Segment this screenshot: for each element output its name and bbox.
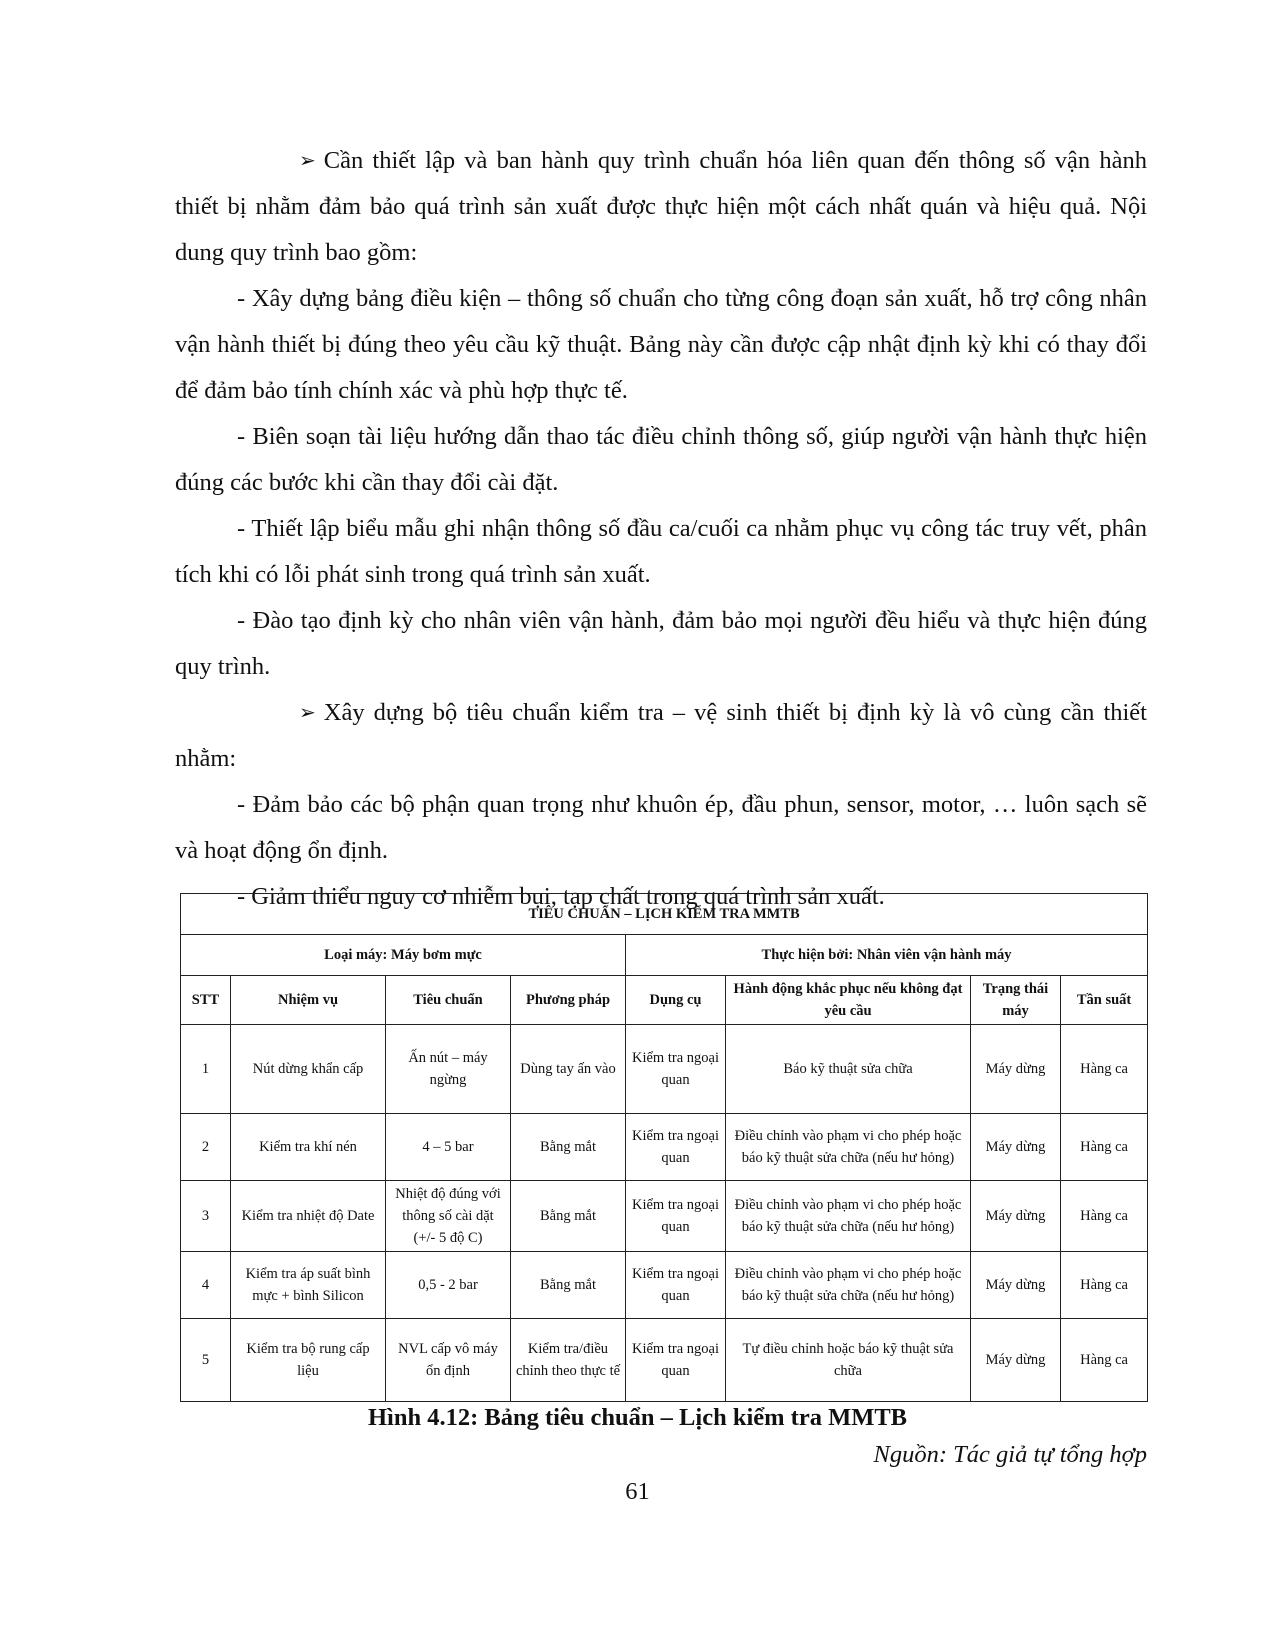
table-cell: Ấn nút – máy ngừng bbox=[386, 1025, 511, 1114]
inspection-table-wrapper bbox=[180, 893, 1147, 1402]
table-cell: 5 bbox=[181, 1319, 231, 1402]
paragraph: ➢ Xây dựng bộ tiêu chuẩn kiểm tra – vệ sinh thiết bị định kỳ là vô cùng cần thiết nhằm: bbox=[175, 690, 1147, 782]
table-cell: Máy dừng bbox=[971, 1181, 1061, 1252]
table-cell: Điều chỉnh vào phạm vi cho phép hoặc báo kỹ thuật sửa chữa (nếu hư hỏng) bbox=[726, 1252, 971, 1319]
figure-source: Nguồn: Tác giả tự tổng hợp bbox=[873, 1441, 1147, 1468]
table-cell: Dùng tay ấn vào bbox=[511, 1025, 626, 1114]
table-row bbox=[181, 1319, 1148, 1402]
table-cell: Máy dừng bbox=[971, 1025, 1061, 1114]
column-header: Nhiệm vụ bbox=[231, 976, 386, 1025]
page-number: 61 bbox=[625, 1478, 650, 1505]
table-cell: Điều chỉnh vào phạm vi cho phép hoặc báo kỹ thuật sửa chữa (nếu hư hỏng) bbox=[726, 1114, 971, 1181]
column-header: Hành động khắc phục nếu không đạt yêu cầu bbox=[726, 976, 971, 1025]
figure-caption: Hình 4.12: Bảng tiêu chuẩn – Lịch kiểm tra MMTB bbox=[367, 1404, 908, 1431]
table-row bbox=[181, 1025, 1148, 1114]
table-cell: Hàng ca bbox=[1061, 1252, 1148, 1319]
paragraph: - Biên soạn tài liệu hướng dẫn thao tác điều chỉnh thông số, giúp người vận hành thực hiện đúng các bước khi cần thay đổi cài đặt. bbox=[175, 423, 1147, 496]
table-group-row bbox=[181, 935, 1148, 976]
table-cell: Nhiệt độ đúng với thông số cài dặt (+/- 5 độ C) bbox=[386, 1181, 511, 1252]
arrow-bullet-icon: ➢ bbox=[299, 148, 316, 172]
paragraph: - Giảm thiểu nguy cơ nhiễm bụi, tạp chất trong quá trình sản xuất. bbox=[237, 883, 885, 910]
table-cell: Kiểm tra áp suất bình mực + bình Silicon bbox=[231, 1252, 386, 1319]
table-cell: Kiểm tra ngoại quan bbox=[626, 1114, 726, 1181]
inspection-table bbox=[180, 893, 1148, 1402]
table-cell: Báo kỹ thuật sửa chữa bbox=[726, 1025, 971, 1114]
table-row bbox=[181, 1252, 1148, 1319]
paragraph: ➢ Cần thiết lập và ban hành quy trình chuẩn hóa liên quan đến thông số vận hành thiết bị nhằm đảm bảo quá trình sản xuất được thực hiện một cách nhất quán và hiệu quả. Nội dung quy trình bao gồm: bbox=[175, 138, 1147, 276]
table-cell: Kiểm tra bộ rung cấp liệu bbox=[231, 1319, 386, 1402]
table-cell: Máy dừng bbox=[971, 1319, 1061, 1402]
paragraph: - Xây dựng bảng điều kiện – thông số chuẩn cho từng công đoạn sản xuất, hỗ trợ công nhân vận hành thiết bị đúng theo yêu cầu kỹ thuật. Bảng này cần được cập nhật định kỳ khi có thay đổi để đảm bảo tính chính xác và phù hợp thực tế. bbox=[175, 285, 1147, 404]
machine-type-label: Loại máy: Máy bơm mực bbox=[181, 935, 626, 976]
table-cell: Kiểm tra ngoại quan bbox=[626, 1181, 726, 1252]
column-header: Trạng thái máy bbox=[971, 976, 1061, 1025]
column-header: Dụng cụ bbox=[626, 976, 726, 1025]
table-row bbox=[181, 1181, 1148, 1252]
table-cell: Kiểm tra ngoại quan bbox=[626, 1319, 726, 1402]
table-title: TIÊU CHUẨN – LỊCH KIỂM TRA MMTB bbox=[181, 894, 1148, 935]
table-cell: Máy dừng bbox=[971, 1114, 1061, 1181]
table-row bbox=[181, 1114, 1148, 1181]
table-cell: 2 bbox=[181, 1114, 231, 1181]
table-cell: Kiểm tra/điều chỉnh theo thực tế bbox=[511, 1319, 626, 1402]
paragraph: - Đào tạo định kỳ cho nhân viên vận hành, đảm bảo mọi người đều hiểu và thực hiện đúng quy trình. bbox=[175, 607, 1147, 680]
arrow-bullet-icon: ➢ bbox=[299, 700, 316, 724]
table-cell: 4 – 5 bar bbox=[386, 1114, 511, 1181]
table-cell: 3 bbox=[181, 1181, 231, 1252]
paragraph: - Đảm bảo các bộ phận quan trọng như khuôn ép, đầu phun, sensor, motor, … luôn sạch sẽ và hoạt động ổn định. bbox=[175, 791, 1147, 864]
table-cell: Nút dừng khẩn cấp bbox=[231, 1025, 386, 1114]
table-header-row bbox=[181, 976, 1148, 1025]
table-cell: Hàng ca bbox=[1061, 1181, 1148, 1252]
table-cell: Bằng mắt bbox=[511, 1114, 626, 1181]
table-cell: Máy dừng bbox=[971, 1252, 1061, 1319]
table-cell: NVL cấp vô máy ổn định bbox=[386, 1319, 511, 1402]
table-cell: Tự điều chỉnh hoặc báo kỹ thuật sửa chữa bbox=[726, 1319, 971, 1402]
table-cell: Kiểm tra khí nén bbox=[231, 1114, 386, 1181]
column-header: Tiêu chuẩn bbox=[386, 976, 511, 1025]
table-cell: Kiểm tra ngoại quan bbox=[626, 1252, 726, 1319]
table-cell: 4 bbox=[181, 1252, 231, 1319]
table-cell: Kiểm tra ngoại quan bbox=[626, 1025, 726, 1114]
table-title-row bbox=[181, 894, 1148, 935]
paragraph: - Thiết lập biểu mẫu ghi nhận thông số đầu ca/cuối ca nhằm phục vụ công tác truy vết, phân tích khi có lỗi phát sinh trong quá trình sản xuất. bbox=[175, 515, 1147, 588]
table-cell: Hàng ca bbox=[1061, 1319, 1148, 1402]
table-cell: Kiểm tra nhiệt độ Date bbox=[231, 1181, 386, 1252]
table-cell: Điều chỉnh vào phạm vi cho phép hoặc báo kỹ thuật sửa chữa (nếu hư hỏng) bbox=[726, 1181, 971, 1252]
table-cell: 0,5 - 2 bar bbox=[386, 1252, 511, 1319]
table-cell: Bằng mắt bbox=[511, 1252, 626, 1319]
table-cell: Hàng ca bbox=[1061, 1114, 1148, 1181]
performed-by-label: Thực hiện bởi: Nhân viên vận hành máy bbox=[626, 935, 1148, 976]
column-header: Tần suất bbox=[1061, 976, 1148, 1025]
column-header: STT bbox=[181, 976, 231, 1025]
body-text bbox=[175, 138, 1147, 920]
column-header: Phương pháp bbox=[511, 976, 626, 1025]
table-cell: Bằng mắt bbox=[511, 1181, 626, 1252]
table-cell: 1 bbox=[181, 1025, 231, 1114]
table-cell: Hàng ca bbox=[1061, 1025, 1148, 1114]
